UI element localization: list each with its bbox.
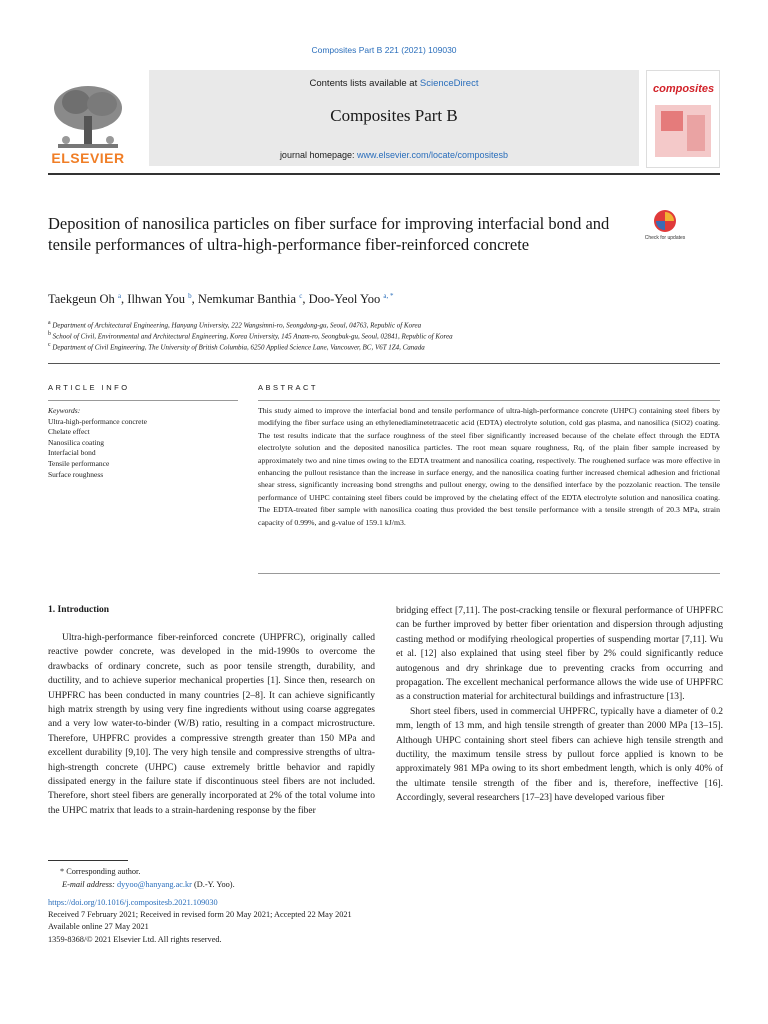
journal-homepage-link[interactable]: www.elsevier.com/locate/compositesb xyxy=(357,150,509,160)
check-for-updates-icon[interactable] xyxy=(644,208,686,248)
affiliation-b xyxy=(48,331,453,340)
author-name[interactable]: Nemkumar Banthia xyxy=(197,292,297,307)
keywords-block xyxy=(48,406,238,480)
author-affil-mark[interactable]: a, * xyxy=(383,292,394,300)
journal-cover-thumbnail xyxy=(646,70,720,168)
journal-citation[interactable]: Composites Part B 221 (2021) 109030 xyxy=(311,45,457,55)
abstract-heading: ABSTRACT xyxy=(258,383,319,392)
cover-title: composites xyxy=(653,83,715,95)
affiliation-a xyxy=(48,320,421,329)
keyword[interactable]: Surface roughness xyxy=(48,469,104,479)
contents-prefix: Contents lists available at xyxy=(309,78,420,89)
corresponding-author-note: * Corresponding author. xyxy=(60,867,141,876)
abstract-bottom-rule xyxy=(258,573,720,574)
abstract-rule xyxy=(258,400,720,401)
email-label: E-mail address: xyxy=(62,880,117,889)
masthead xyxy=(48,70,720,170)
paragraph: bridging effect [7,11]. The post-cracking tensile or flexural performance of UHPFRC can be further improved by better fiber orientation and dispersion through adjusting casting method or modifying rheological properties of suspending mortar [7,11]. Wu et al. [12] also explained that using steel fiber by 2% could significantly reduce autogenous and dry shrinkage due to preventing cracks from occurring and propagation. The excellent mechanical performance allows the wide use of UHPFRC as a construction material for architectural buildings and infrastructure [13]. xyxy=(396,606,723,703)
body-column-right xyxy=(396,604,723,806)
paragraph: Ultra-high-performance fiber-reinforced concrete (UHPFRC), originally called reactive powder concrete, was developed in the mid-1990s to overcome the drawbacks of ordinary concrete, such as poor tensile strength, durability, and ductility, and to achieve superior mechanical properties [1]. Since then, research on UHPFRC has been conducted in many countries [2–8]. It can achieve significantly high matrix strength by using very fine ingredients without using coarse aggregates and a very low water-to-binder (W/B) ratio, resulting in a compact microstructure. Therefore, UHPFRC provides a compressive strength greater than 150 MPa and excellent durability [9,10]. The very high tensile and compressive strengths of ultra-high-strength concrete (UHPC) cause extremely brittle behavior and rapidly dissipated energy in the failure state if discontinuous steel fibers are not included. Therefore, short steel fibers are generally incorporated at 2% of the total volume into the UHPC matrix that leads to a strain-hardening response by the fiber xyxy=(48,633,375,816)
publication-info xyxy=(48,897,352,946)
email-link[interactable]: dyyoo@hanyang.ac.kr xyxy=(117,880,192,889)
author-affil-mark[interactable]: b xyxy=(188,292,192,300)
article-title: Deposition of nanosilica particles on fiber surface for improving interfacial bond and tensile performances of ultra-high-performance fiber-reinforced concrete xyxy=(48,214,610,254)
journal-name: Composites Part B xyxy=(330,106,458,125)
journal-banner xyxy=(149,70,639,166)
header-rule xyxy=(48,173,720,175)
author-name[interactable]: Taekgeun Oh xyxy=(48,292,115,307)
footnote-rule xyxy=(48,860,128,861)
available-online: Available online 27 May 2021 xyxy=(48,922,149,932)
section-heading-introduction: 1. Introduction xyxy=(48,605,110,615)
author-affil-mark[interactable]: a xyxy=(117,292,122,300)
author-name[interactable]: Doo-Yeol Yoo xyxy=(308,292,381,307)
affil-text: Department of Architectural Engineering, Hanyang University, 222 Wangsimni-ro, Seongdong-gu, Seoul, 04763, Republic of Korea xyxy=(52,321,422,330)
abstract-text: This study aimed to improve the interfacial bond and tensile performance of ultra-high-performance concrete (UHPC) containing steel fibers by modifying the fiber surface using an ethylenediaminetetraacetic acid (EDTA) electrolyte solution, cold gas plasma, and nanosilica (SiO2) coating. The test results indicate that the surface roughness of the steel fiber significantly increased because of the chelate effect through the EDTA electrolyte solution and the deposited nanosilica particles. The root mean square roughness, Rq, of the plain fiber sample increased by approximately two and nine times owing to the EDTA treatment and nanosilica coating, respectively. The roughened surface was more effective in enhancing the pullout resistance than the increase in surface energy, and the nanosilica coating further increased chemical adhesion and frictional shear stress, significantly increasing bond strengths and pullout energy, owing to the densified interface by the pozzolanic reaction. The tensile performance of UHPC containing steel fibers could be improved by the chelating effect of the EDTA electrolyte solution and nanosilica coating. The EDTA-treated fiber sample with nanosilica coating thus provided the best tensile performance with a tensile strength of 20.3 MPa, strain capacity of 0.99%, and g-value of 159.1 kJ/m3. xyxy=(258,406,720,527)
author-affil-mark[interactable]: c xyxy=(299,292,303,300)
affiliation-c xyxy=(48,342,425,351)
affil-mark: b xyxy=(48,331,51,337)
sciencedirect-link[interactable]: ScienceDirect xyxy=(419,78,479,89)
homepage-prefix: journal homepage: xyxy=(279,150,357,160)
received-dates: Received 7 February 2021; Received in revised form 20 May 2021; Accepted 22 May 2021 xyxy=(48,910,352,920)
body-column-left xyxy=(48,631,375,818)
article-info-heading: ARTICLE INFO xyxy=(48,383,130,392)
publisher-name: ELSEVIER xyxy=(51,150,125,166)
email-suffix: (D.-Y. Yoo). xyxy=(191,880,235,889)
author-list: Taekgeun Oh $^a$, Ilhwan You $^b$, Nemkumar Banthia $^c$, Doo-Yeol Yoo $^{a, *}$ xyxy=(48,292,394,307)
keyword[interactable]: Nanosilica coating xyxy=(48,437,105,447)
check-updates-label: Check for updates xyxy=(644,235,686,241)
affil-mark: c xyxy=(48,342,51,348)
keyword[interactable]: Tensile performance xyxy=(48,458,110,468)
affil-text: Department of Civil Engineering, The University of British Columbia, 6250 Applied Science Lane, Vancouver, BC, V6T 1Z4, Canada xyxy=(52,343,425,352)
contents-line xyxy=(149,78,639,89)
keyword[interactable]: Chelate effect xyxy=(48,427,90,437)
footnote xyxy=(48,865,235,891)
paragraph: Short steel fibers, used in commercial UHPFRC, typically have a diameter of 0.2 mm, length of 13 mm, and high tensile strength of greater than 2000 MPa [13–15]. Although UHPC containing short steel fibers can achieve high tensile strength and ductility, the maximum tensile stress by pullout force applied is known to be approximately 981 MPa owing to its short embedment length, which is only 40% of the ultimate tensile strength of the fiber and is, therefore, ineffective [16]. Accordingly, several researchers [17–23] have developed various fiber xyxy=(396,706,723,804)
section-rule xyxy=(48,363,720,364)
article-info-rule xyxy=(48,400,238,401)
keyword[interactable]: Interfacial bond xyxy=(48,448,96,458)
keyword[interactable]: Ultra-high-performance concrete xyxy=(48,416,147,426)
homepage-line xyxy=(149,150,639,160)
doi-link[interactable]: https://doi.org/10.1016/j.compositesb.2021.109030 xyxy=(48,898,218,907)
copyright: 1359-8368/© 2021 Elsevier Ltd. All rights reserved. xyxy=(48,934,222,944)
affil-mark: a xyxy=(48,320,51,326)
affil-text: School of Civil, Environmental and Architectural Engineering, Korea University, 145 Anam-ro, Seongbuk-gu, Seoul, 02841, Republic of Korea xyxy=(52,332,453,341)
keywords-label: Keywords: xyxy=(48,406,81,415)
author-name[interactable]: Ilhwan You xyxy=(127,292,185,307)
